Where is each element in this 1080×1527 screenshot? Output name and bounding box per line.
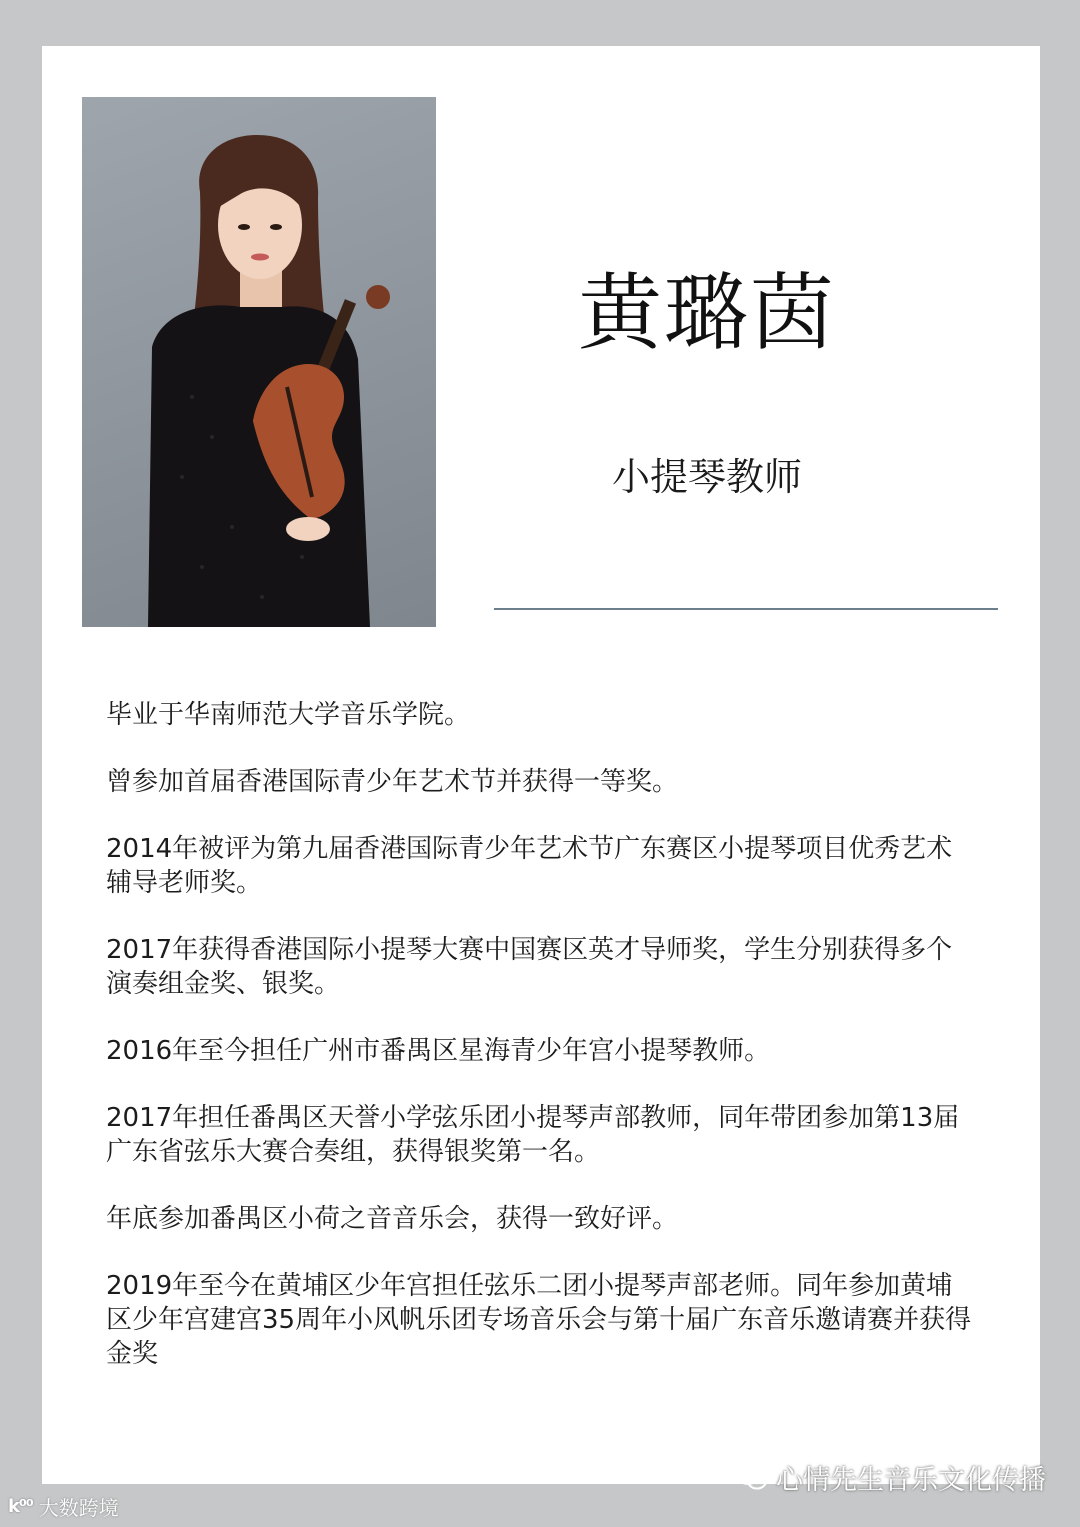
bio-item: 曾参加首届香港国际青少年艺术节并获得一等奖。 [106,767,679,797]
wechat-icon [736,1465,768,1491]
watermark-left-text: 大数跨境 [38,1496,119,1520]
bio-item: 2016年至今担任广州市番禺区星海青少年宫小提琴教师。 [106,1036,771,1066]
profile-card [42,46,1040,1484]
portrait-photo [82,97,436,627]
teacher-name: 黄璐茵 [577,264,836,362]
teacher-role: 小提琴教师 [611,455,802,499]
portrait-illustration [82,97,436,627]
bio-item: 2019年至今在黄埔区少年宫担任弦乐二团小提琴声部老师。同年参加黄埔区少年宫建宫35周年小风帆乐团专场音乐会与第十届广东音乐邀请赛并获得金奖 [106,1271,972,1369]
watermark-right-text: 心情先生音乐文化传播 [776,1465,1046,1496]
bio-item: 毕业于华南师范大学音乐学院。 [106,700,471,730]
bio-item: 2014年被评为第九届香港国际青少年艺术节广东赛区小提琴项目优秀艺术辅导老师奖。 [106,834,953,898]
watermark-left [8,1492,119,1521]
bio-item: 年底参加番禺区小荷之音音乐会，获得一致好评。 [106,1204,679,1234]
bio-item: 2017年担任番禺区天誉小学弦乐团小提琴声部教师，同年带团参加第13届广东省弦乐大赛合奏组，获得银奖第一名。 [106,1103,960,1167]
bio-list [106,698,976,1404]
divider [494,608,998,610]
brand-logo-icon: k⁰⁰ [8,1496,33,1517]
bio-item: 2017年获得香港国际小提琴大赛中国赛区英才导师奖，学生分别获得多个演奏组金奖、银奖。 [106,935,953,999]
watermark-right [736,1458,1046,1497]
